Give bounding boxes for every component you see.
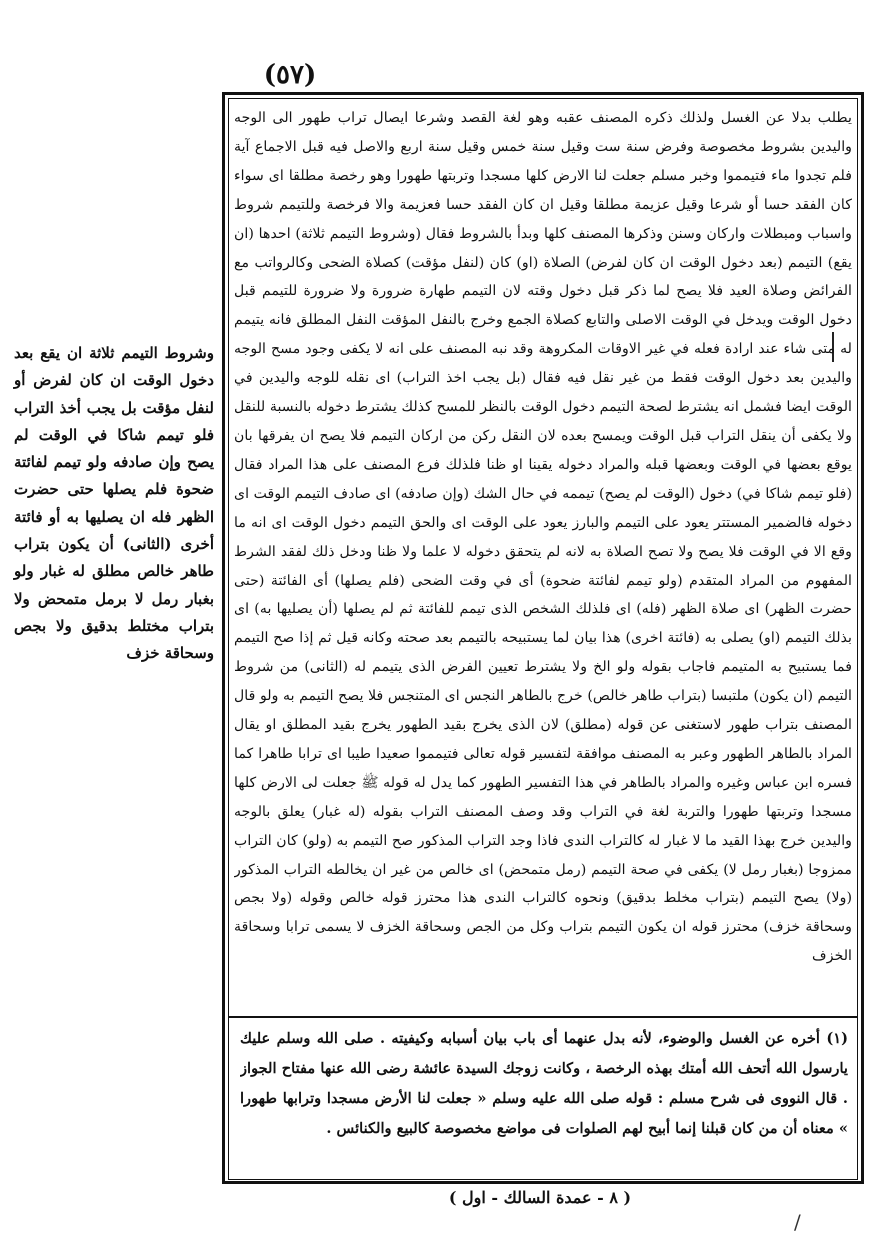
- footnote-block: [240, 1024, 848, 1168]
- page-footer: ( ٨ - عمدة السالك - اول ): [448, 1188, 632, 1207]
- page-number: (٥٧): [263, 60, 317, 90]
- footnote-divider: [228, 1016, 858, 1018]
- main-commentary-text: [234, 104, 852, 1012]
- stray-mark: /: [794, 1210, 801, 1234]
- main-text-body: يطلب بدلا عن الغسل ولذلك ذكره المصنف عقبه وهو لغة القصد وشرعا ايصال تراب طهور الى الوجه واليدين بشروط مخصوصة وفرض سنة ست وقيل سنة خمس وقيل سنة اربع والاصل فيه قبل الاجماع آية فلم تجدوا ماء فتيمموا وخبر مسلم جعلت لنا الارض كلها مسجدا وتربتها طهورا وهو رخصة مطلقا اى سواء كان الفقد حسا أو شرعا وقيل عزيمة مطلقا وقيل ان كان الفقد حسا فعزيمة والا فرخصة وللتيمم شروط واسباب ومبطلات واركان وسنن وذكرها المصنف كلها وبدأ بالشروط فقال (وشروط التيمم ثلاثة) احدها (ان يقع) التيمم (بعد دخول الوقت ان كان لفرض) الصلاة (او) كان (لنفل مؤقت) كصلاة الضحى وكالرواتب مع الفرائض وصلاة العيد فلا يصح لما ذكر قبل دخول وقته لان التيمم طهارة ضرورة ولا ضرورة للتيمم قبل دخول الوقت ويدخل في الوقت الاصلى والتابع كصلاة الجمع وخرج بالنفل المؤقت النفل المطلق فانه يتيمم له متى شاء عند ارادة فعله في غير الاوقات المكروهة وقد نبه المصنف على انه لا يكفى وجود مسح الوجه واليدين بعد دخول الوقت فقط من غير نقل فيه فقال (بل يجب اخذ التراب) اى نقله للوجه واليدين في الوقت ايضا فشمل انه يشترط لصحة التيمم دخول الوقت بالنظر للمسح كذلك يشترط دخوله بالنسبة للنقل ولا يكفى أن ينقل التراب قبل الوقت ويمسح بعده لان النقل ركن من اركان التيمم فلا يصح ان يفرقها بان يوقع بعضها في الوقت وبعضها قبله والمراد دخوله يقينا او ظنا فلذلك فرع المصنف على هذا المراد فقال (فلو تيمم شاكا في) دخول (الوقت لم يصح) تيممه في حال الشك (وإن صادفه) اى صادف التيمم الوقت اى دخوله فالضمير المستتر يعود على التيمم والبارز يعود على الوقت اى والحق التيمم دخول الوقت اى انه ما وقع الا في الوقت فلا يصح ولا تصح الصلاة به لانه لم يتحقق دخوله لا علما ولا ظنا ودخل ذلك لفقد الشرط المفهوم من المراد المتقدم (ولو تيمم لفائتة ضحوة) أى في وقت الضحى (فلم يصلها) أى الفائتة (حتى حضرت الظهر) اى صلاة الظهر (فله) اى فلذلك الشخص الذى تيمم للفائتة ثم لم يصلها (أن يصليها به) اى بذلك التيمم (او) يصلى به (فائتة اخرى) هذا بيان لما يستبيحه بالتيمم بعد صحته وكانه قيل ثم إذا صح التيمم فما يستبيح به المتيمم فاجاب بقوله ولو الخ ولا يشترط تعيين الفرض الذى يتيمم له (الثانى) من شروط التيمم (ان يكون) ملتبسا (بتراب طاهر خالص) خرج بالطاهر النجس اى المتنجس فلا يصح التيمم به ولو قال المصنف بتراب طهور لاستغنى عن قوله (مطلق) لان الذى يخرج بقيد الطهور يخرج بقيد المطلق او يقال المراد بالطاهر الطهور وعبر به المصنف موافقة لتفسير قوله تعالى فتيمموا صعيدا طيبا اى ترابا طاهرا كما فسره ابن عباس وغيره والمراد بالطاهر في هذا التفسير الطهور كما يدل له قوله ﷺ جعلت لى الارض كلها مسجدا وتربتها طهورا والتربة لغة في التراب وقد وصف المصنف التراب بقوله (له غبار) يعلق بالوجه واليدين خرج بهذا القيد ما لا غبار له كالتراب الندى فاذا وجد التراب المذكور صح التيمم به (ولو) كان التراب ممزوجا (بغبار رمل لا) يكفى في صحة التيمم (رمل متمحض) اى خالص من غير ان يخالطه التراب المذكور (ولا) يصح التيمم (بتراب مخلط بدقيق) ونحوه كالتراب الندى هذا محترز قوله خالص وقوله (ولا بجص وسحاقة خزف) محترز قوله ان يكون التيمم بتراب وكل من الجص وسحاقة الخزف لا يسمى ترابا وسحاقة الخزف: [234, 110, 852, 965]
- margin-matn-text: وشروط التيمم ثلاثة ان يقع بعد دخول الوقت ان كان لفرض أو لنفل مؤقت بل يجب أخذ التراب فلو تيمم شاكا في الوقت لم يصح وإن صادفه ولو تيمم لفائتة ضحوة فلم يصلها حتى حضرت الظهر فله ان يصليها به أو فائتة أخرى (الثانى) أن يكون بتراب طاهر خالص مطلق له غبار ولو بغبار رمل لا برمل متمحض ولا بتراب مختلط بدقيق ولا بجص وسحاقة خزف: [14, 344, 214, 663]
- footnote-text: (١) أخره عن الغسل والوضوء، لأنه بدل عنهما أى باب بيان أسبابه وكيفيته . صلى الله وسلم عليك يارسول الله أتحف الله أمتك بهذه الرخصة ، وكانت زوجك السيدة عائشة رضى الله عنها مفتاح الجواز . قال النووى فى شرح مسلم : قوله صلى الله عليه وسلم « جعلت لنا الأرض مسجدا وترابها طهورا » معناه أن من كان قبلنا إنما أبيح لهم الصلوات فى مواضع مخصوصة كالبيع والكنائس .: [240, 1030, 848, 1137]
